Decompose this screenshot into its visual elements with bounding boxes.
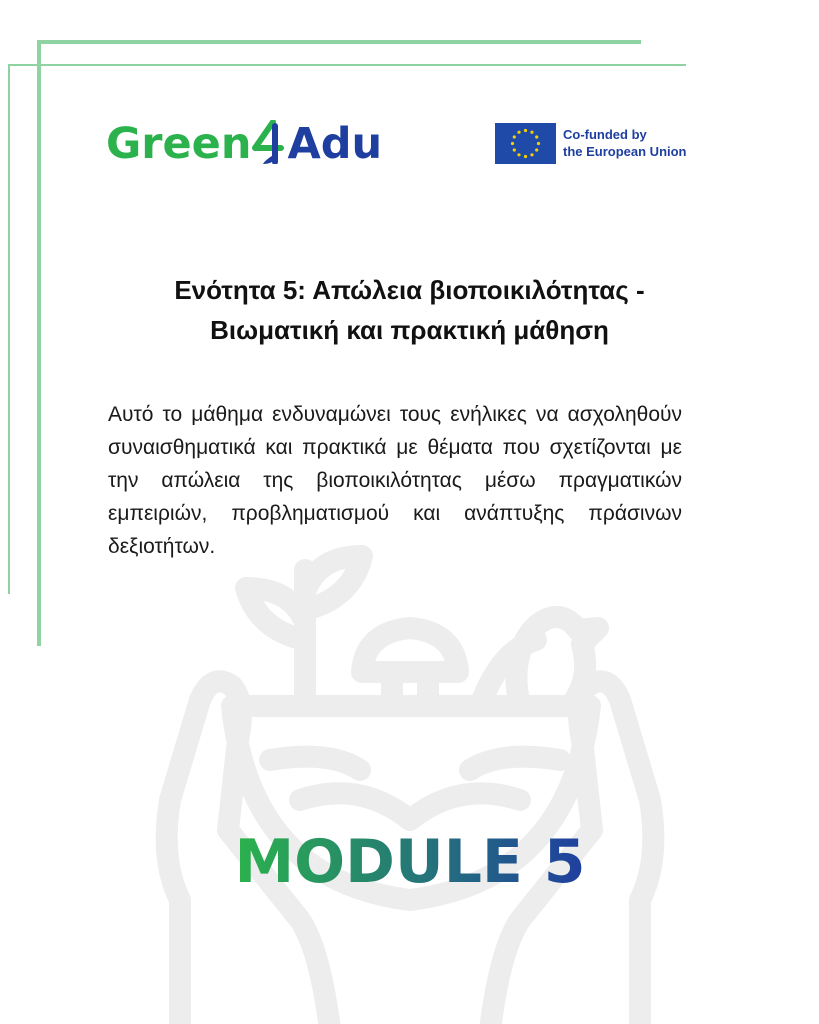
module-description: Αυτό το μάθημα ενδυναμώνει τους ενήλικες να ασχοληθούν συναισθηματικά και πρακτικά με θέματα που σχετίζονται με την απώλεια της βιοποικιλότητας μέσω πραγματικών εμπειριών, προβληματισμού και ανάπτυξης πράσινων δεξιοτήτων. — [108, 403, 682, 558]
four-leaf-digit-icon — [251, 120, 287, 164]
green4adu-logo — [106, 116, 382, 172]
page-title — [60, 270, 759, 350]
title-line2: Βιωματική και πρακτική μάθηση — [210, 315, 609, 345]
eu-cofunded-text — [563, 126, 687, 160]
title-line1: Ενότητα 5: Απώλεια βιοποικιλότητας - — [174, 275, 645, 305]
eu-flag-icon — [495, 123, 556, 164]
logo-text-green: Green — [106, 119, 252, 169]
logo-text-blue: Adu — [287, 119, 383, 169]
eu-text-line2: the European Union — [563, 144, 687, 159]
eu-text-line1: Co-funded by — [563, 127, 647, 142]
module-label-text: MODULE 5 — [234, 827, 586, 897]
module-label — [200, 818, 620, 898]
